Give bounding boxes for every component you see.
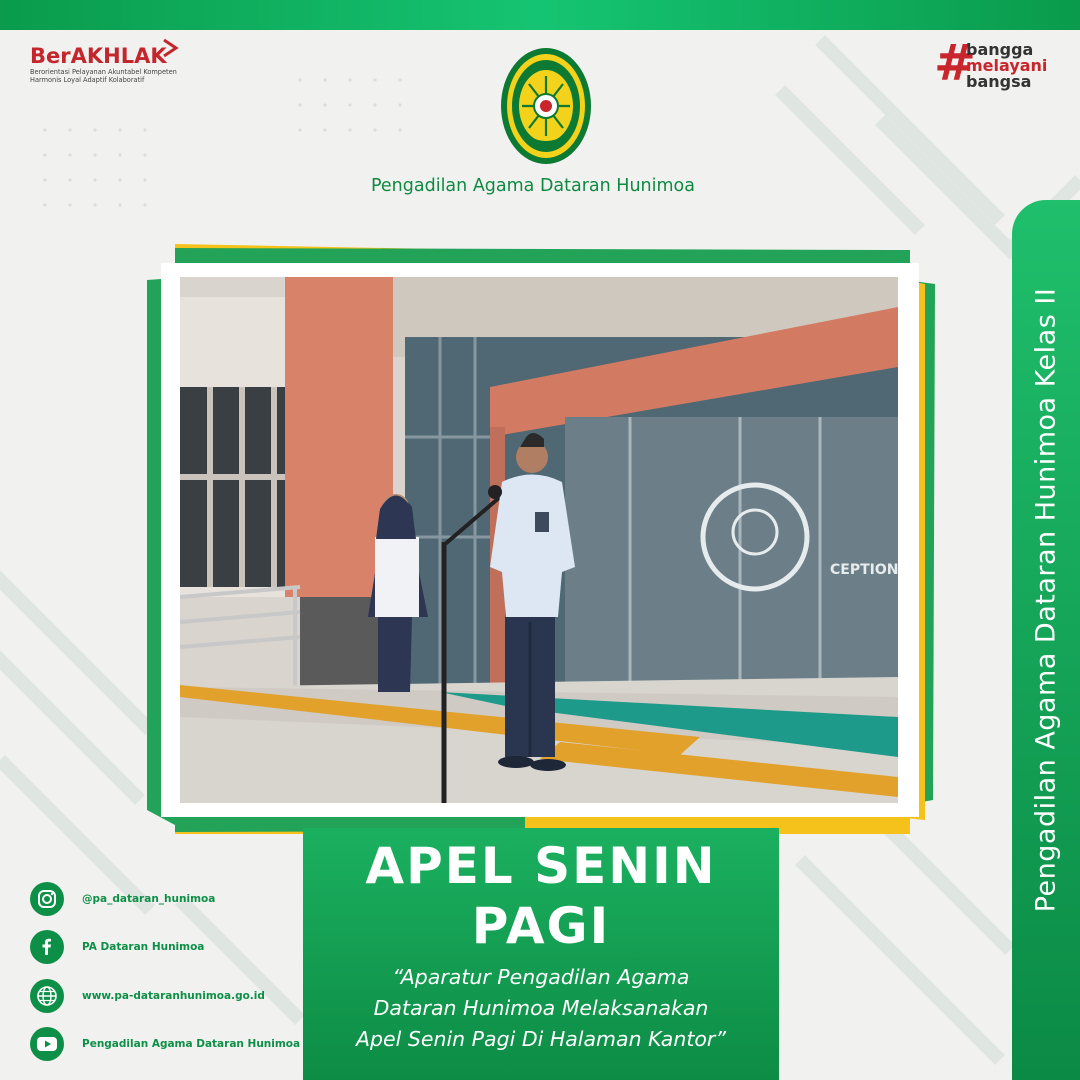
bangga-line1: bangga [966, 40, 1034, 59]
berakhlak-logo [30, 44, 210, 96]
bangga-line2: melayani [966, 56, 1048, 75]
social-instagram[interactable] [30, 882, 215, 916]
berakhlak-swoosh-icon [162, 38, 180, 58]
social-website-text: www.pa-dataranhunimoa.go.id [82, 990, 265, 1002]
headline-title [303, 836, 779, 956]
globe-icon [30, 979, 64, 1013]
quote-line1: “Aparatur Pengadilan Agama [392, 965, 690, 989]
headline-line2: PAGI [471, 897, 611, 955]
photo-illustration [180, 277, 898, 803]
photo-frame [161, 263, 919, 817]
social-website[interactable] [30, 979, 265, 1013]
top-green-bar [0, 0, 1080, 30]
headline-quote [303, 962, 779, 1055]
event-photo [180, 277, 898, 803]
court-emblem-icon [500, 46, 592, 166]
bangga-melayani-logo [934, 34, 1054, 94]
reception-sign: CEPTION [830, 562, 898, 578]
quote-line2: Dataran Hunimoa Melaksanakan [373, 996, 709, 1020]
youtube-icon [30, 1027, 64, 1061]
headline-line1: APEL SENIN [365, 837, 717, 895]
facebook-icon [30, 930, 64, 964]
social-youtube-text: Pengadilan Agama Dataran Hunimoa [82, 1038, 301, 1050]
side-label: Pengadilan Agama Dataran Hunimoa Kelas II [1030, 287, 1062, 913]
social-facebook-text: PA Dataran Hunimoa [82, 941, 205, 953]
instagram-icon [30, 882, 64, 916]
social-facebook[interactable] [30, 930, 204, 964]
social-youtube[interactable] [30, 1027, 300, 1061]
quote-line3: Apel Senin Pagi Di Halaman Kantor” [355, 1027, 726, 1051]
berakhlak-tagline-1: Berorientasi Pelayanan Akuntabel Kompeten [30, 68, 177, 76]
bangga-line3: bangsa [966, 72, 1032, 91]
social-instagram-text: @pa_dataran_hunimoa [82, 893, 216, 905]
org-title: Pengadilan Agama Dataran Hunimoa [370, 176, 695, 196]
bangga-hash: # [934, 34, 976, 92]
berakhlak-word: BerAKHLAK [30, 44, 167, 68]
headline-box [303, 828, 779, 1080]
berakhlak-tagline-2: Harmonis Loyal Adaptif Kolaboratif [30, 76, 145, 84]
